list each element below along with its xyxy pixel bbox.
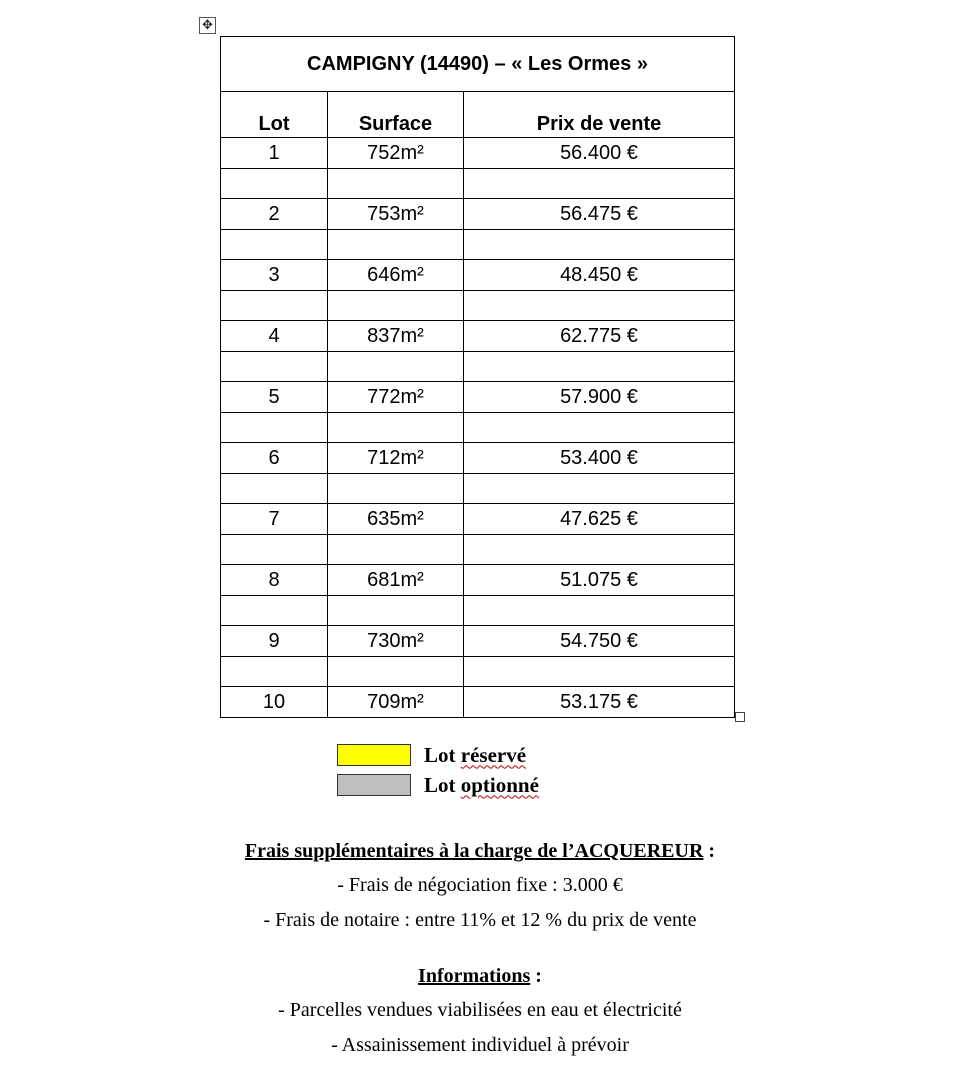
spacer-cell	[464, 535, 735, 565]
legend-item-optionne	[337, 770, 539, 800]
spacer-cell	[221, 657, 328, 687]
table-row	[221, 443, 735, 474]
header-lot: Lot	[221, 92, 328, 138]
table-header-row	[221, 92, 735, 138]
legend-swatch-optionne	[337, 774, 411, 796]
cell-lot: 10	[221, 687, 328, 718]
cell-lot: 6	[221, 443, 328, 474]
spacer-cell	[328, 291, 464, 321]
table-spacer-row	[221, 535, 735, 565]
cell-prix: 56.400 €	[464, 138, 735, 169]
spacer-cell	[221, 474, 328, 504]
spacer-cell	[221, 291, 328, 321]
lots-table	[220, 36, 735, 718]
table-spacer-row	[221, 291, 735, 321]
spacer-cell	[328, 596, 464, 626]
spacer-cell	[328, 535, 464, 565]
table-row	[221, 565, 735, 596]
spacer-cell	[328, 657, 464, 687]
table-row	[221, 504, 735, 535]
cell-prix: 53.175 €	[464, 687, 735, 718]
spacer-cell	[464, 169, 735, 199]
cell-surface: 730m²	[328, 626, 464, 657]
table-title-row	[221, 37, 735, 92]
cell-surface: 646m²	[328, 260, 464, 291]
cell-prix: 47.625 €	[464, 504, 735, 535]
cell-surface: 772m²	[328, 382, 464, 413]
spacer-cell	[464, 657, 735, 687]
cell-surface: 681m²	[328, 565, 464, 596]
spacer-cell	[328, 169, 464, 199]
cell-prix: 48.450 €	[464, 260, 735, 291]
frais-line-notaire: - Frais de notaire : entre 11% et 12 % du prix de vente	[263, 909, 697, 931]
cell-lot: 7	[221, 504, 328, 535]
spacer-cell	[221, 230, 328, 260]
info-line-parcelles: - Parcelles vendues viabilisées en eau et électricité	[278, 999, 682, 1021]
cell-surface: 709m²	[328, 687, 464, 718]
table-spacer-row	[221, 230, 735, 260]
cell-prix: 57.900 €	[464, 382, 735, 413]
cell-surface: 635m²	[328, 504, 464, 535]
cell-prix: 62.775 €	[464, 321, 735, 352]
info-line-assainissement: - Assainissement individuel à prévoir	[331, 1034, 629, 1056]
table-move-handle-icon[interactable]: ✥	[199, 17, 216, 34]
legend-label-optionne: Lot optionné	[424, 772, 539, 797]
table-spacer-row	[221, 352, 735, 382]
cell-lot: 4	[221, 321, 328, 352]
cell-surface: 837m²	[328, 321, 464, 352]
spacer-cell	[328, 230, 464, 260]
spacer-cell	[464, 474, 735, 504]
legend	[337, 740, 539, 800]
spacer-cell	[221, 596, 328, 626]
cell-lot: 8	[221, 565, 328, 596]
informations-heading: Informations :	[418, 965, 542, 987]
cell-surface: 752m²	[328, 138, 464, 169]
table-resize-handle-icon[interactable]	[735, 712, 745, 722]
table-row	[221, 199, 735, 230]
cell-prix: 51.075 €	[464, 565, 735, 596]
header-surface: Surface	[328, 92, 464, 138]
table-row	[221, 687, 735, 718]
table-row	[221, 626, 735, 657]
spacer-cell	[464, 291, 735, 321]
spacer-cell	[464, 596, 735, 626]
cell-lot: 5	[221, 382, 328, 413]
notes-section	[0, 834, 960, 1063]
cell-surface: 712m²	[328, 443, 464, 474]
spacer-cell	[328, 413, 464, 443]
legend-label-reserve: Lot réservé	[424, 742, 527, 767]
lots-table-body	[221, 37, 735, 718]
cell-prix: 56.475 €	[464, 199, 735, 230]
table-spacer-row	[221, 413, 735, 443]
table-row	[221, 260, 735, 291]
table-spacer-row	[221, 474, 735, 504]
frais-line-negociation: - Frais de négociation fixe : 3.000 €	[337, 874, 623, 896]
spacer-cell	[221, 169, 328, 199]
table-spacer-row	[221, 657, 735, 687]
legend-word-optionne: optionné	[460, 772, 539, 797]
cell-prix: 53.400 €	[464, 443, 735, 474]
spacer-cell	[464, 352, 735, 382]
table-spacer-row	[221, 169, 735, 199]
table-spacer-row	[221, 596, 735, 626]
table-row	[221, 382, 735, 413]
legend-word-reserve: réservé	[460, 742, 527, 767]
table-row	[221, 138, 735, 169]
spacer-cell	[221, 352, 328, 382]
cell-lot: 2	[221, 199, 328, 230]
spacer-cell	[328, 474, 464, 504]
legend-item-reserve	[337, 740, 539, 770]
table-row	[221, 321, 735, 352]
cell-prix: 54.750 €	[464, 626, 735, 657]
cell-lot: 3	[221, 260, 328, 291]
spacer-cell	[328, 352, 464, 382]
spacer-cell	[221, 535, 328, 565]
spacer-cell	[464, 230, 735, 260]
cell-lot: 9	[221, 626, 328, 657]
header-prix-de-vente: Prix de vente	[464, 92, 735, 138]
table-title: CAMPIGNY (14490) – « Les Ormes »	[221, 37, 735, 92]
legend-swatch-reserve	[337, 744, 411, 766]
cell-surface: 753m²	[328, 199, 464, 230]
spacer-cell	[464, 413, 735, 443]
frais-heading: Frais supplémentaires à la charge de l’ACQUEREUR :	[244, 840, 716, 862]
cell-lot: 1	[221, 138, 328, 169]
spacer-cell	[221, 413, 328, 443]
